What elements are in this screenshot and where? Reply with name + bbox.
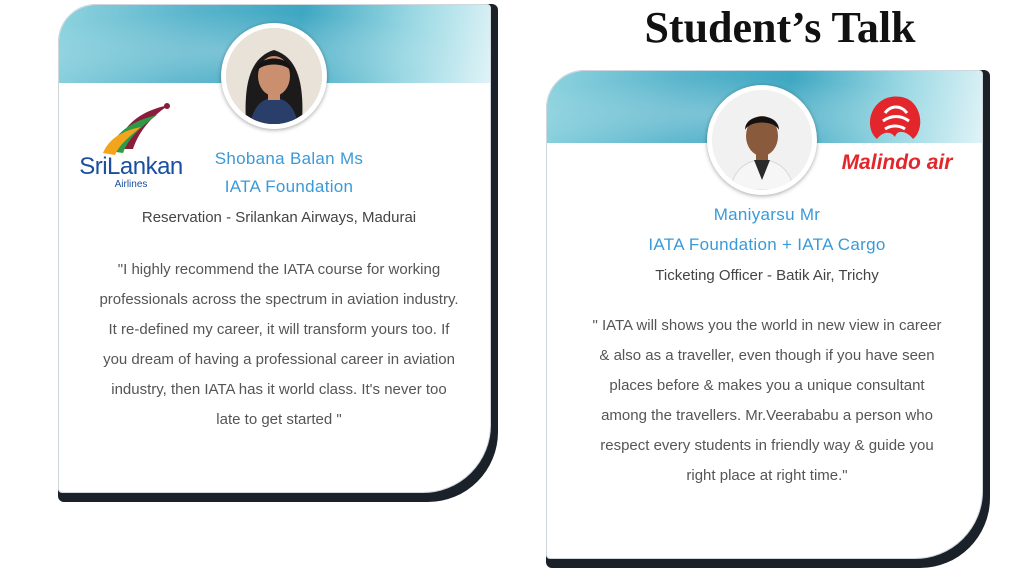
- peacock-icon: [69, 97, 189, 157]
- testimonial-card-1: [58, 4, 498, 502]
- avatar: [707, 85, 817, 195]
- testimonial-quote: "I highly recommend the IATA course for working professionals across the spectrum in aviation industry. It re-defined my career, it will transform yours too. If you dream of having a professional career in aviation industry, then IATA has it world class. It's never too late to get started ": [99, 261, 459, 428]
- course-name: IATA Foundation + IATA Cargo: [648, 235, 886, 254]
- student-name: Maniyarsu Mr: [713, 205, 821, 224]
- student-role: Ticketing Officer - Batik Air, Trichy: [655, 267, 879, 284]
- srilankan-subtext: Airlines: [114, 179, 148, 190]
- testimonial-card-2: [546, 70, 990, 568]
- malindo-logo: [827, 91, 967, 181]
- card-body: [546, 70, 983, 559]
- avatar: [221, 23, 327, 129]
- srilankan-logo: [69, 97, 189, 189]
- lion-head-icon: [827, 91, 967, 147]
- student-role: Reservation - Srilankan Airways, Madurai: [141, 209, 417, 226]
- testimonial-quote: " IATA will shows you the world in new view in career & also as a traveller, even though if you have seen places before & makes you a unique consultant among the travellers. Mr.Veerababu a person who respect every students in friendly way & guide you right place at right time.": [592, 317, 942, 484]
- student-name: Shobana Balan Ms: [214, 149, 364, 168]
- person-photo-icon: [712, 90, 812, 190]
- card-body: [58, 4, 491, 493]
- course-name: IATA Foundation: [224, 177, 354, 196]
- person-photo-icon: [226, 28, 322, 124]
- malindo-wordmark: Malindo air: [841, 151, 953, 174]
- page-heading: Student’s Talk: [644, 3, 916, 52]
- srilankan-wordmark: SriLankan: [79, 153, 183, 180]
